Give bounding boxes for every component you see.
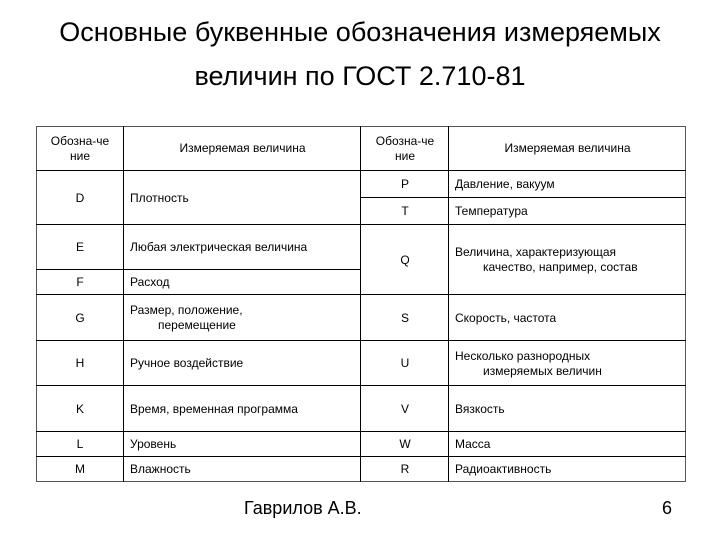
left-code-f: F <box>76 275 84 289</box>
slide-title-line-2: величин по ГОСТ 2.710-81 <box>194 61 526 91</box>
right-name-w: Масса <box>455 437 491 451</box>
left-name-g-line2: перемещение <box>158 318 236 332</box>
right-code-q: Q <box>400 252 410 267</box>
right-code-v: V <box>400 401 409 416</box>
header-code-line2: ние <box>394 148 415 163</box>
right-name-u-line1: Несколько разнородных <box>455 348 591 363</box>
right-code-w: W <box>399 437 411 451</box>
left-name-e: Любая электрическая величина <box>130 240 308 254</box>
left-code-g: G <box>75 310 85 325</box>
header-code-left <box>36 126 124 171</box>
left-name-f: Расход <box>130 275 170 289</box>
left-name-h: Ручное воздействие <box>130 356 244 370</box>
header-code-line1: Обозна-че <box>50 133 110 148</box>
left-name-g-line1: Размер, положение, <box>130 303 243 317</box>
right-name-s: Скорость, частота <box>455 310 557 325</box>
left-code-d: D <box>75 190 85 205</box>
right-name-v: Вязкость <box>455 401 505 416</box>
left-name-d: Плотность <box>130 190 189 205</box>
right-code-r: R <box>400 462 410 476</box>
right-name-q-line1: Величина, характеризующая <box>455 245 617 259</box>
slide-title-line-1: Основные буквенные обозначения измеряемых <box>59 17 661 47</box>
left-name-k: Время, временная программа <box>130 401 298 416</box>
left-code-k: K <box>75 401 84 416</box>
right-name-u <box>449 341 686 386</box>
footer-author: Гаврилов А.В. <box>244 498 362 518</box>
header-code-line1: Обозна-че <box>375 133 435 148</box>
right-name-t: Температура <box>455 204 528 218</box>
header-code-right <box>361 126 449 171</box>
header-code-line2: ние <box>69 148 90 163</box>
right-name-u-line2: измеряемых величин <box>483 363 602 378</box>
right-name-r: Радиоактивность <box>455 462 552 476</box>
left-name-g <box>124 295 361 341</box>
right-name-p: Давление, вакуум <box>455 177 555 191</box>
page-number: 6 <box>662 498 673 518</box>
left-code-m: M <box>75 462 85 476</box>
right-code-t: T <box>401 204 409 218</box>
right-code-u: U <box>400 356 410 370</box>
left-name-l: Уровень <box>130 437 177 451</box>
right-code-p: P <box>400 177 409 191</box>
left-code-h: H <box>75 356 85 370</box>
header-quantity-left: Измеряемая величина <box>179 141 306 155</box>
left-code-e: E <box>75 240 84 254</box>
left-code-l: L <box>76 437 84 451</box>
header-quantity-right: Измеряемая величина <box>504 141 631 155</box>
left-name-m: Влажность <box>130 462 191 476</box>
right-code-s: S <box>400 310 409 325</box>
right-name-q <box>449 225 686 295</box>
right-name-q-line2: качество, например, состав <box>483 260 638 274</box>
